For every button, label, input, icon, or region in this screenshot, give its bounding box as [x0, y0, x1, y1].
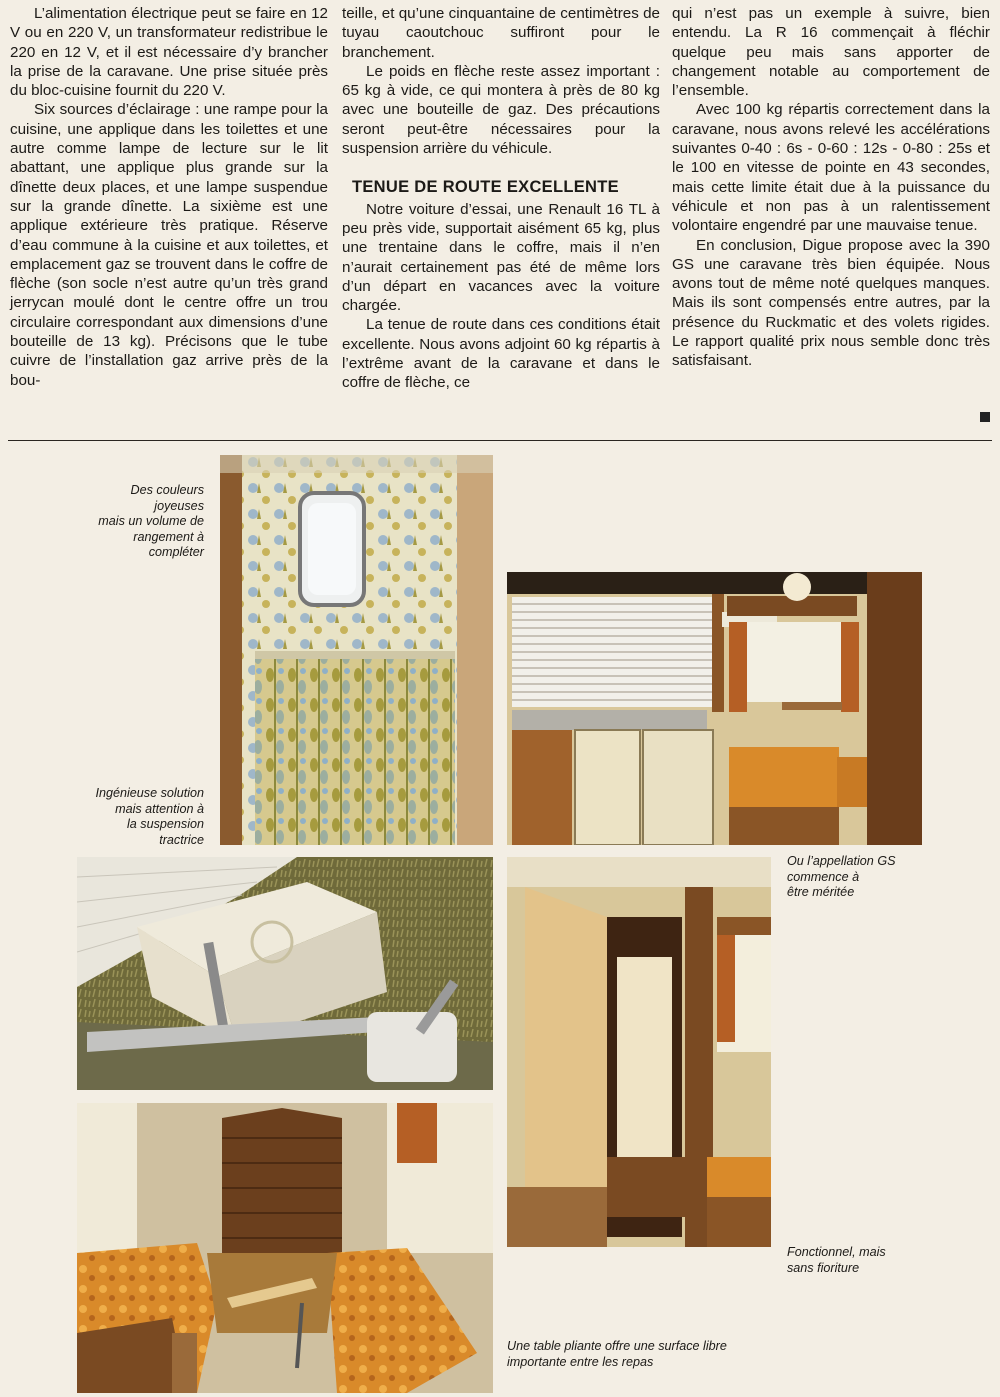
caption-hitch: Ingénieuse solution mais attention à la suspension tractrice [95, 786, 204, 847]
toilet-photo-image [220, 455, 493, 845]
kitchen-photo [507, 572, 922, 845]
kitchen-photo-image [507, 572, 922, 845]
hitch-photo-image [77, 857, 493, 1090]
divider [8, 440, 992, 441]
paragraph: Avec 100 kg répartis correctement dans la caravane, nous avons relevé les accélérations suivantes 0-40 : 6s - 0-60 : 12s - 0-80 : 25s et le 100 en vitesse de pointe en 43 secondes, mais cette limite était due à la puissance du véhicule et non pas à un ralentissement volontaire engendré par une mauvaise tenue. [672, 101, 990, 235]
wardrobe-photo-image [507, 857, 771, 1247]
article-column-3 [672, 4, 990, 371]
caption-gs: Ou l’appellation GS commence à être méritée [787, 854, 896, 900]
paragraph: qui n’est pas un exemple à suivre, bien entendu. La R 16 commençait à fléchir quelque peu mais sans apporter de changement notable au comportement de l’ensemble. [672, 5, 990, 100]
caption-table: Une table pliante offre une surface libre importante entre les repas [507, 1339, 727, 1369]
paragraph: teille, et qu’une cinquantaine de centimètres de tuyau caoutchouc suffiront pour le branchement. [342, 5, 660, 61]
hitch-photo [77, 857, 493, 1090]
table-photo [77, 1103, 493, 1393]
table-photo-image [77, 1103, 493, 1393]
article-column-2 [342, 4, 660, 393]
caption-toilet: Des couleurs joyeuses mais un volume de rangement à compléter [98, 483, 204, 560]
caption-wardrobe: Fonctionnel, mais sans fioriture [787, 1245, 886, 1275]
paragraph: En conclusion, Digue propose avec la 390 GS une caravane très bien équipée. Nous avons tout de même noté quelques manques. Mais ils sont compensés entre autres, par la présence du Ruckmatic et des volets rigides. Le rapport qualité prix nous semble donc très satisfaisant. [672, 236, 990, 370]
paragraph: Six sources d’éclairage : une rampe pour la cuisine, une applique dans les toilettes et une autre comme lampe de lecture sur le lit abattant, une applique plus grande sur la dînette deux places, et une lampe suspendue sur la grande dînette. La sixième est une applique extérieure très pratique. Réserve d’eau commune à la cuisine et aux toilettes, et emplacement gaz se trouvent dans le coffre de flèche (son socle n’est autre qu’un très grand jerrycan moulé dont le centre offre un trou circulaire correspondant aux dimensions d’une bouteille de 13 kg). Précisons que le tube cuivre de l’installation gaz arrive près de la bou- [10, 101, 328, 389]
wardrobe-photo [507, 857, 771, 1247]
paragraph: Le poids en flèche reste assez important : 65 kg à vide, ce qui montera à près de 80 kg avec une bouteille de gaz. Des précautions seront peut-être nécessaires pour la suspension arrière du véhicule. [342, 62, 660, 158]
article-column-1 [10, 4, 328, 390]
paragraph: Notre voiture d’essai, une Renault 16 TL à peu près vide, supportait aisément 65 kg, plus une trentaine dans le coffre, mais il n’en n’aurait certainement pas été de même lors d’un départ en vacances avec la voiture chargée. [342, 200, 660, 315]
toilet-photo [220, 455, 493, 845]
section-heading: TENUE DE ROUTE EXCELLENTE [352, 178, 619, 197]
end-of-article-mark [980, 412, 990, 422]
paragraph: L’alimentation électrique peut se faire en 12 V ou en 220 V, un transformateur redistribue le 220 en 12 V, et il est nécessaire d’y brancher la prise de la caravane. Une prise située près du bloc-cuisine fournit du 220 V. [10, 5, 328, 100]
paragraph: La tenue de route dans ces conditions était excellente. Nous avons adjoint 60 kg répartis à l’extrême avant de la caravane et dans le coffre de flèche, ce [342, 316, 660, 392]
